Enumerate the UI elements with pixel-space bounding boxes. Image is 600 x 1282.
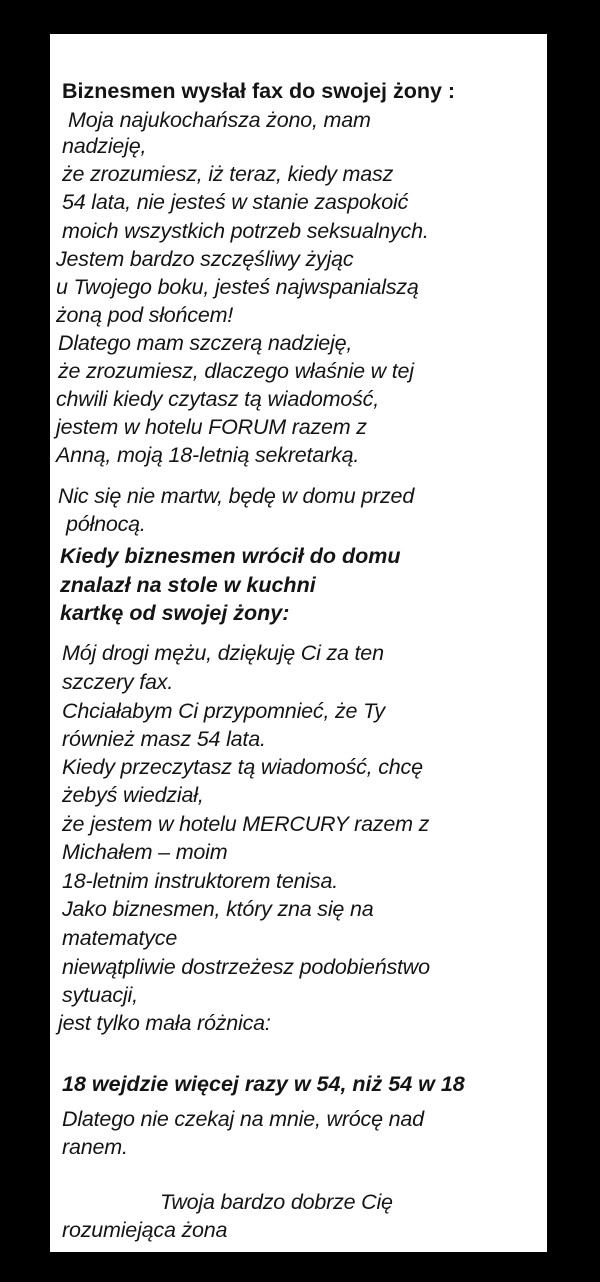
note-line: również masz 54 lata.	[62, 727, 266, 751]
note-line: że jestem w hotelu MERCURY razem z	[62, 812, 430, 836]
note-line: jest tylko mała różnica:	[58, 1011, 271, 1035]
story-line: kartkę od swojej żony:	[60, 601, 290, 625]
story-line: znalazł na stole w kuchni	[60, 573, 316, 597]
fax-line: 54 lata, nie jesteś w stanie zaspokoić	[62, 190, 409, 214]
story-line: Kiedy biznesmen wrócił do domu	[60, 544, 401, 568]
closing-line: ranem.	[62, 1135, 128, 1159]
note-line: szczery fax.	[62, 670, 174, 694]
note-line: 18-letnim instruktorem tenisa.	[62, 869, 338, 893]
note-line: Michałem – moim	[62, 840, 228, 864]
note-line: Jako biznesmen, który zna się na	[62, 897, 374, 921]
note-line: niewątpliwie dostrzeżesz podobieństwo	[62, 955, 430, 979]
note-line: Kiedy przeczytasz tą wiadomość, chcę	[62, 755, 423, 779]
fax-line: że zrozumiesz, iż teraz, kiedy masz	[62, 162, 394, 186]
note-line: sytuacji,	[62, 983, 138, 1007]
fax-line: żoną pod słońcem!	[56, 303, 234, 327]
document-page	[50, 34, 547, 1252]
fax-line: moich wszystkich potrzeb seksualnych.	[62, 219, 429, 243]
closing-line: Dlatego nie czekaj na mnie, wrócę nad	[62, 1107, 424, 1131]
fax-line: Jestem bardzo szczęśliwy żyjąc	[56, 247, 354, 271]
signature-line: Twoja bardzo dobrze Cię	[160, 1190, 393, 1214]
punchline: 18 wejdzie więcej razy w 54, niż 54 w 18	[62, 1072, 465, 1096]
fax-line: Dlatego mam szczerą nadzieję,	[58, 331, 353, 355]
note-line: Chciałabym Ci przypomnieć, że Ty	[62, 699, 385, 723]
fax-line: północą.	[66, 512, 146, 536]
fax-line: Moja najukochańsza żono, mam	[68, 108, 371, 132]
fax-line: jestem w hotelu FORUM razem z	[56, 415, 367, 439]
document-title: Biznesmen wysłał fax do swojej żony :	[62, 79, 456, 103]
fax-line: Nic się nie martw, będę w domu przed	[58, 484, 415, 508]
fax-line: Anną, moją 18-letnią sekretarką.	[56, 443, 360, 467]
fax-line: u Twojego boku, jesteś najwspanialszą	[56, 275, 419, 299]
fax-line: chwili kiedy czytasz tą wiadomość,	[56, 387, 379, 411]
note-line: matematyce	[62, 926, 178, 950]
note-line: Mój drogi mężu, dziękuję Ci za ten	[62, 641, 384, 665]
fax-line: nadzieję,	[62, 134, 147, 158]
note-line: żebyś wiedział,	[62, 783, 204, 807]
signature-line: rozumiejąca żona	[62, 1218, 228, 1242]
fax-line: że zrozumiesz, dlaczego właśnie w tej	[58, 359, 414, 383]
